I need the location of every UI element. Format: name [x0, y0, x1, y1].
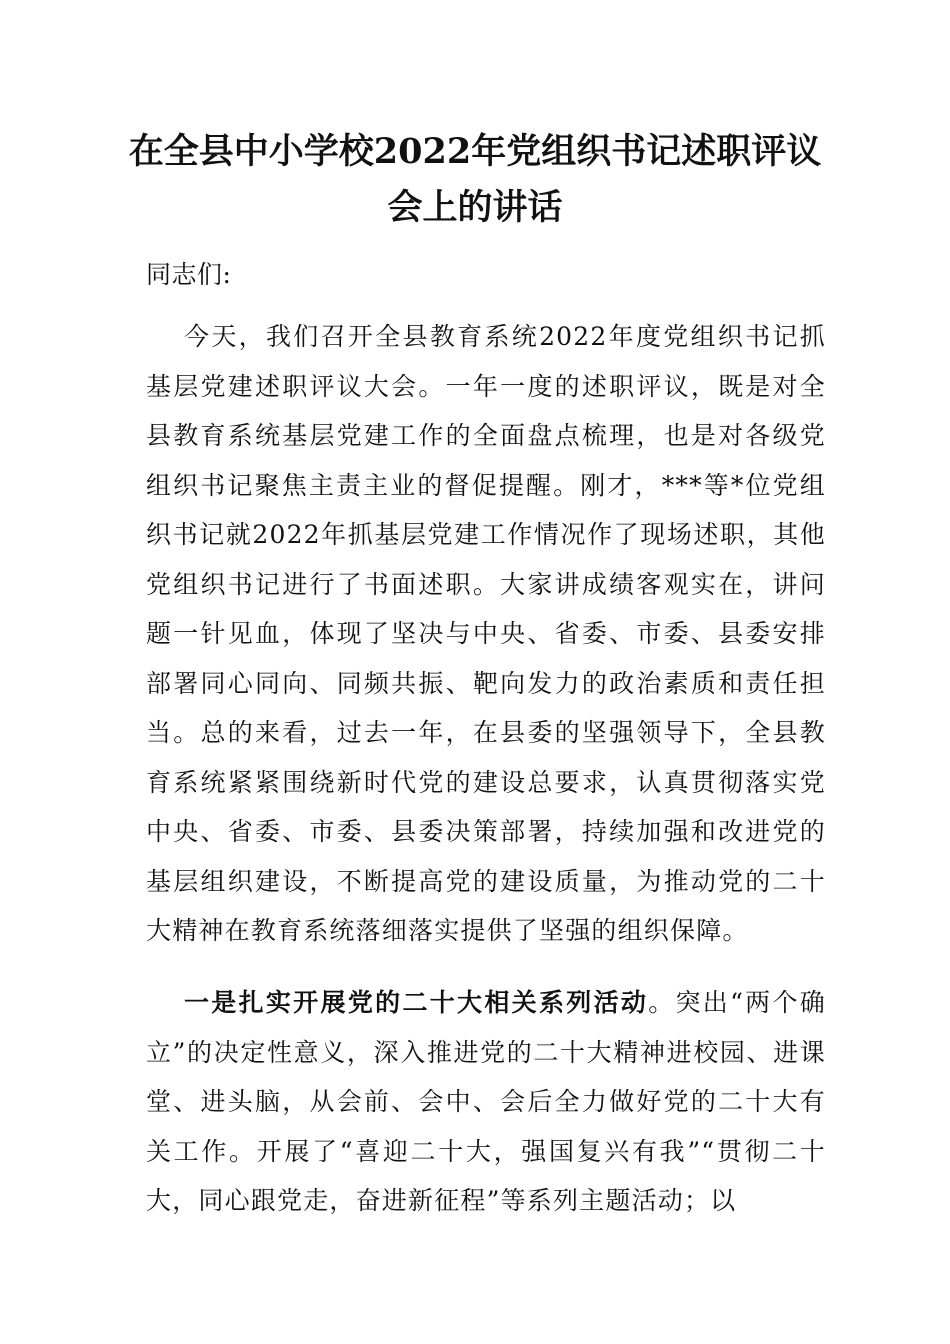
- document-title: 在全县中小学校2022年党组织书记述职评议会上的讲话: [128, 131, 822, 228]
- body-paragraph-section-one: [146, 978, 826, 1226]
- section-heading: 一是扎实开展党的二十大相关系列活动: [184, 988, 649, 1017]
- body-paragraph: 今天，我们召开全县教育系统2022年度党组织书记抓基层党建述职评议大会。一年一度的述职评议，既是对全县教育系统基层党建工作的全面盘点梳理，也是对各级党组织书记聚焦主责主业的督促提醒。刚才，***等*位党组织书记就2022年抓基层党建工作情况作了现场述职，其他党组织书记进行了书面述职。大家讲成绩客观实在，讲问题一针见血，体现了坚决与中央、省委、市委、县委安排部署同心同向、同频共振、靶向发力的政治素质和责任担当。总的来看，过去一年，在县委的坚强领导下，全县教育系统紧紧围绕新时代党的建设总要求，认真贯彻落实党中央、省委、市委、县委决策部署，持续加强和改进党的基层组织建设，不断提高党的建设质量，为推动党的二十大精神在教育系统落细落实提供了坚强的组织保障。: [146, 322, 826, 945]
- section-body: 。突出“两个确立”的决定性意义，深入推进党的二十大精神进校园、进课堂、进头脑，从会前、会中、会后全力做好党的二十大有关工作。开展了“喜迎二十大，强国复兴有我”“贯彻二十大，同心跟党走，奋进新征程”等系列主题活动；以: [146, 988, 826, 1215]
- salutation: 同志们:: [146, 260, 232, 289]
